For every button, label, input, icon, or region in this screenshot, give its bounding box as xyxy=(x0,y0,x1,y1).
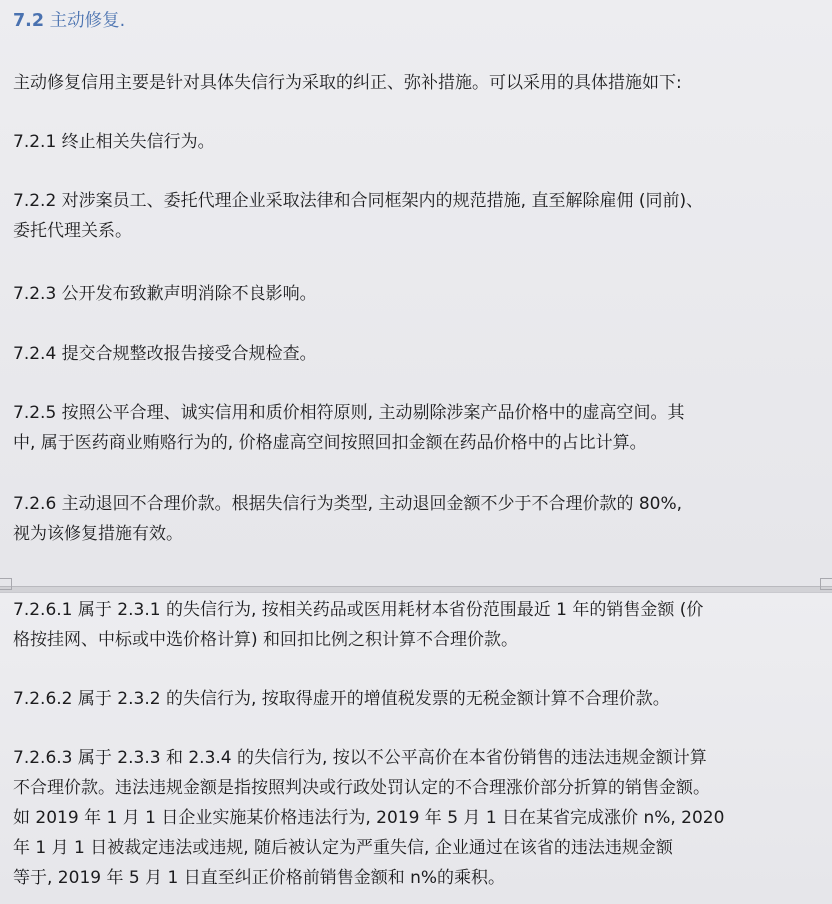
paragraph-line: 7.2.5 按照公平合理、诚实信用和质价相符原则, 主动剔除涉案产品价格中的虚高空间。其 xyxy=(13,403,685,423)
paragraph-line: 7.2.6.1 属于 2.3.1 的失信行为, 按相关药品或医用耗材本省份范围最近 1 年的销售金额 (价 xyxy=(13,600,704,620)
paragraph-line: 如 2019 年 1 月 1 日企业实施某价格违法行为, 2019 年 5 月 1 日在某省完成涨价 n%, 2020 xyxy=(13,808,725,828)
paragraph-line: 委托代理关系。 xyxy=(13,221,132,241)
section-title: 主动修复. xyxy=(44,11,126,31)
paragraph-line: 7.2.1 终止相关失信行为。 xyxy=(13,132,215,152)
clause-7-2-6 xyxy=(13,489,819,549)
page-corner-mark-right xyxy=(820,578,832,590)
paragraph-line: 中, 属于医药商业贿赂行为的, 价格虚高空间按照回扣金额在药品价格中的占比计算。 xyxy=(13,433,647,453)
paragraph-line: 等于, 2019 年 5 月 1 日直至纠正价格前销售金额和 n%的乘积。 xyxy=(13,868,506,888)
clause-7-2-6-3 xyxy=(13,743,819,893)
clause-7-2-6-1 xyxy=(13,595,819,655)
clause-7-2-4 xyxy=(13,339,819,369)
clause-7-2-3 xyxy=(13,279,819,309)
paragraph-line: 7.2.6 主动退回不合理价款。根据失信行为类型, 主动退回金额不少于不合理价款的 80%, xyxy=(13,494,683,514)
paragraph-line: 主动修复信用主要是针对具体失信行为采取的纠正、弥补措施。可以采用的具体措施如下: xyxy=(13,73,682,93)
paragraph-line: 不合理价款。违法违规金额是指按照判决或行政处罚认定的不合理涨价部分折算的销售金额。 xyxy=(13,778,710,798)
clause-7-2-6-2 xyxy=(13,684,819,714)
paragraph-line: 年 1 月 1 日被裁定违法或违规, 随后被认定为严重失信, 企业通过在该省的违法违规金额 xyxy=(13,838,673,858)
paragraph-line: 视为该修复措施有效。 xyxy=(13,524,183,544)
paragraph-line: 7.2.4 提交合规整改报告接受合规检查。 xyxy=(13,344,317,364)
clause-7-2-2 xyxy=(13,186,819,246)
section-number: 7.2 xyxy=(13,11,45,31)
page-break xyxy=(0,586,832,593)
page-corner-mark-left xyxy=(0,578,12,590)
paragraph-line: 7.2.2 对涉案员工、委托代理企业采取法律和合同框架内的规范措施, 直至解除雇佣 (同前)、 xyxy=(13,191,704,211)
paragraph-line: 7.2.6.3 属于 2.3.3 和 2.3.4 的失信行为, 按以不公平高价在本省份销售的违法违规金额计算 xyxy=(13,748,707,768)
paragraph-line: 格按挂网、中标或中选价格计算) 和回扣比例之积计算不合理价款。 xyxy=(13,630,519,650)
intro-paragraph xyxy=(13,68,819,98)
section-heading xyxy=(13,8,125,34)
clause-7-2-1 xyxy=(13,127,819,157)
paragraph-line: 7.2.6.2 属于 2.3.2 的失信行为, 按取得虚开的增值税发票的无税金额计算不合理价款。 xyxy=(13,689,670,709)
paragraph-line: 7.2.3 公开发布致歉声明消除不良影响。 xyxy=(13,284,317,304)
clause-7-2-5 xyxy=(13,398,819,458)
